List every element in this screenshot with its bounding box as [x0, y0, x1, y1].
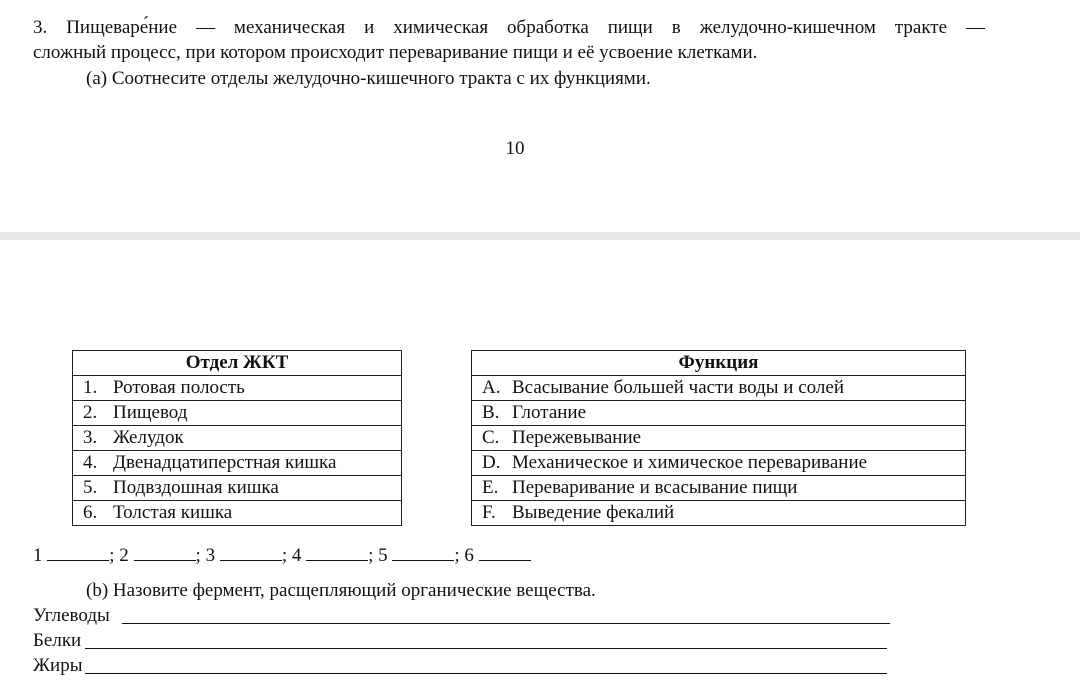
answer-separator: ;: [109, 545, 115, 566]
row-text: Двенадцатиперстная кишка: [113, 452, 337, 473]
fats-label: Жиры: [33, 655, 83, 676]
row-letter: E.: [482, 477, 499, 498]
table-row: [472, 401, 966, 426]
answer-separator: ;: [281, 545, 288, 566]
row-text: Толстая кишка: [113, 502, 233, 523]
part-a-prompt: (a) Соотнесите отделы желудочно-кишечного тракта с их функциями.: [86, 68, 651, 89]
table-row: [73, 401, 402, 426]
functions-table: [471, 350, 966, 526]
row-text: Желудок: [113, 427, 184, 448]
part-b-prompt: (b) Назовите фермент, расщепляющий органические вещества.: [86, 580, 596, 601]
table-row: [472, 426, 966, 451]
row-text: Ротовая полость: [113, 377, 245, 398]
proteins-label: Белки: [33, 630, 82, 651]
answer-label-4: 4: [291, 545, 302, 566]
answer-label-2: 2: [119, 545, 129, 566]
table-header-function: Функция: [472, 351, 966, 376]
answer-blank-4[interactable]: [306, 544, 368, 561]
table-row: [472, 376, 966, 401]
row-text: Выведение фекалий: [512, 502, 675, 523]
row-letter: B.: [482, 402, 500, 423]
carbs-answer-line[interactable]: [122, 623, 890, 624]
fats-answer-line[interactable]: [85, 673, 887, 674]
row-number: 1.: [83, 377, 98, 398]
table-row: [73, 451, 402, 476]
table-row: [73, 426, 402, 451]
row-number: 4.: [83, 452, 98, 473]
table-header-section: Отдел ЖКТ: [73, 351, 402, 376]
row-letter: F.: [482, 502, 496, 523]
answer-label-6: 6: [464, 545, 474, 566]
row-letter: C.: [482, 427, 500, 448]
table-row: [472, 451, 966, 476]
row-text: Всасывание большей части воды и солей: [512, 377, 844, 398]
digestive-sections-table: [72, 350, 402, 526]
answer-label-1: 1: [33, 545, 43, 566]
answer-blank-2[interactable]: [134, 544, 196, 561]
answer-line: [33, 544, 531, 567]
task-intro-line-1: 3. Пищеваре́ние — механическая и химическая обработка пищи в желудочно-кишечном тракте —: [33, 17, 985, 38]
row-number: 2.: [83, 402, 98, 423]
table-row: [472, 501, 966, 526]
row-letter: D.: [482, 452, 501, 473]
row-text: Подвздошная кишка: [113, 477, 279, 498]
table-row: [73, 501, 402, 526]
table-row: [472, 476, 966, 501]
page-number: 10: [505, 138, 525, 159]
task-intro-line-2: сложный процесс, при котором происходит переваривание пищи и её усвоение клетками.: [33, 42, 758, 63]
proteins-answer-line[interactable]: [85, 648, 887, 649]
row-text: Глотание: [512, 402, 587, 423]
answer-label-5: 5: [378, 545, 388, 566]
answer-blank-3[interactable]: [220, 544, 282, 561]
row-number: 3.: [83, 427, 98, 448]
row-number: 5.: [83, 477, 98, 498]
page-top: [0, 0, 1080, 232]
answer-separator: ;: [368, 545, 374, 566]
table-row: [73, 376, 402, 401]
row-text: Переваривание и всасывание пищи: [512, 477, 798, 498]
table-row: [73, 476, 402, 501]
answer-blank-6[interactable]: [479, 544, 531, 561]
answer-label-3: 3: [205, 545, 216, 566]
row-letter: A.: [482, 377, 501, 398]
answer-separator: ;: [195, 545, 201, 566]
carbs-label: Углеводы: [33, 605, 110, 626]
answer-blank-5[interactable]: [392, 544, 454, 561]
row-text: Пищевод: [113, 402, 188, 423]
answer-blank-1[interactable]: [47, 544, 109, 561]
row-text: Механическое и химическое переваривание: [512, 452, 868, 473]
row-number: 6.: [83, 502, 98, 523]
answer-separator: ;: [454, 545, 460, 566]
row-text: Пережевывание: [512, 427, 642, 448]
page-separator: [0, 232, 1080, 240]
